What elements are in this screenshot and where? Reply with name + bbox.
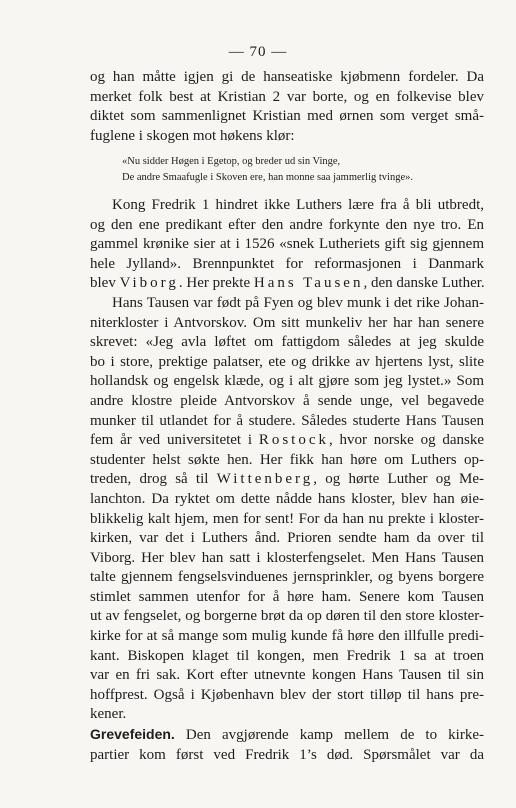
quote-line: De andre Smaafugle i Skoven ere, han monne saa jammerlig tvinge». bbox=[122, 172, 413, 183]
text-line: var en fri sak. Kort efter utnevnte kongen Hans Tausen til sin bbox=[90, 667, 484, 684]
text-line: kener. bbox=[90, 706, 127, 723]
text-line bbox=[90, 431, 484, 451]
text-fragment: . Her prekte bbox=[178, 275, 254, 292]
text-line: studenter helst søkte hen. Her fikk han høre om Luthers op- bbox=[90, 451, 484, 468]
emphasized-name: Hans Tausen bbox=[253, 275, 364, 292]
text-line: talte gjennem fengselsvinduenes jernsprinkler, og byens borgere bbox=[90, 569, 484, 586]
text-line: lanchton. Da ryktet om dette nådde hans kloster, blev han øie- bbox=[90, 490, 484, 507]
text-line: og den ene predikant efter den andre forkynte den nye tro. En bbox=[90, 216, 484, 233]
folk-song-quote bbox=[122, 154, 484, 186]
text-line bbox=[90, 274, 484, 294]
text-fragment: Den avgjørende kamp mellem de to kirke- bbox=[174, 727, 484, 744]
text-line: stimlet sammen utenfor for å høre ham. Senere kom Tausen bbox=[90, 588, 484, 605]
emphasized-place: Wittenberg bbox=[216, 471, 314, 488]
page-number: — 70 — bbox=[228, 44, 288, 60]
emphasized-place: Rostock bbox=[258, 432, 329, 449]
text-line bbox=[90, 470, 484, 490]
text-line: kirken, var det i Luthers ånd. Prioren sendte ham da over til bbox=[90, 530, 484, 547]
text-fragment: , den danske Luther. bbox=[363, 275, 485, 292]
text-fragment: fem år ved universitetet i bbox=[90, 432, 259, 449]
text-line: Kong Fredrik 1 hindret ikke Luthers lære fra å bli utbredt, bbox=[112, 197, 484, 213]
quote-line: «Nu sidder Høgen i Egetop, og breder ud sin Vinge, bbox=[122, 156, 341, 167]
text-fragment: treden, drog så til bbox=[90, 471, 217, 488]
emphasized-place: Viborg bbox=[119, 275, 179, 292]
text-line: fuglene i skogen mot høkens klør: bbox=[90, 127, 295, 144]
section-heading: Grevefeiden. bbox=[90, 726, 175, 743]
text-line: Viborg. Her blev han satt i klosterfengselet. Men Hans Tausen bbox=[90, 549, 484, 566]
text-line: hoffprest. Også i Kjøbenhavn blev der stort tilløp til hans pre- bbox=[90, 686, 484, 703]
text-fragment: , og hørte Luther og Me- bbox=[313, 471, 484, 488]
text-line: og han måtte igjen gi de hanseatiske kjøbmenn fordeler. Da bbox=[90, 69, 484, 85]
text-line: hele Jylland». Brennpunktet for reformasjonen i Danmark bbox=[90, 255, 484, 272]
text-line: partier kom først ved Fredrik 1’s død. Spørsmålet var da bbox=[90, 746, 484, 763]
text-line: niterkloster i Antvorskov. Om sitt munkeliv her har han senere bbox=[90, 314, 484, 331]
text-line: gammel krønike sier at i 1526 «snek Lutheriets gift sig gjennem bbox=[90, 236, 484, 253]
text-line: merket folk best at Kristian 2 var borte, og en folkevise blev bbox=[90, 88, 484, 105]
text-fragment: , hvor norske og danske bbox=[329, 432, 484, 449]
text-line: hollandsk og engelsk klæde, og i alt gjøre som jeg lystet.» Som bbox=[90, 373, 484, 390]
text-line: munker til utlandet for å studere. Således studerte Hans Tausen bbox=[90, 412, 484, 429]
text-line: andre klostre pleide Antvorskov å sende unge, vel begavede bbox=[90, 392, 484, 409]
text-line: kant. Biskopen klaget til kongen, men Fredrik 1 sa at troen bbox=[90, 647, 484, 664]
text-fragment: blev bbox=[90, 275, 120, 292]
text-line: bo i store, prektige palatser, ete og drikke av hjertens lyst, slite bbox=[90, 353, 484, 370]
text-line: kirke for at så mange som mulig kunde få høre den illfulle predi- bbox=[90, 628, 484, 645]
text-line: skrevet: «Jeg avla løftet om fattigdom således at jeg skulde bbox=[90, 334, 484, 351]
main-text bbox=[90, 196, 484, 765]
text-line bbox=[90, 725, 484, 746]
text-line: ut av fengselet, og borgerne brøt da op døren til den store kloster- bbox=[90, 608, 484, 625]
intro-paragraph bbox=[90, 68, 484, 146]
text-line: diktet som sammenlignet Kristian med ørnen som verget små- bbox=[90, 108, 484, 125]
text-line: blikkelig kalt hjem, men for sent! For da han nu prekte i kloster- bbox=[90, 510, 484, 527]
text-line: Hans Tausen var født på Fyen og blev munk i det rike Johan- bbox=[112, 294, 484, 311]
